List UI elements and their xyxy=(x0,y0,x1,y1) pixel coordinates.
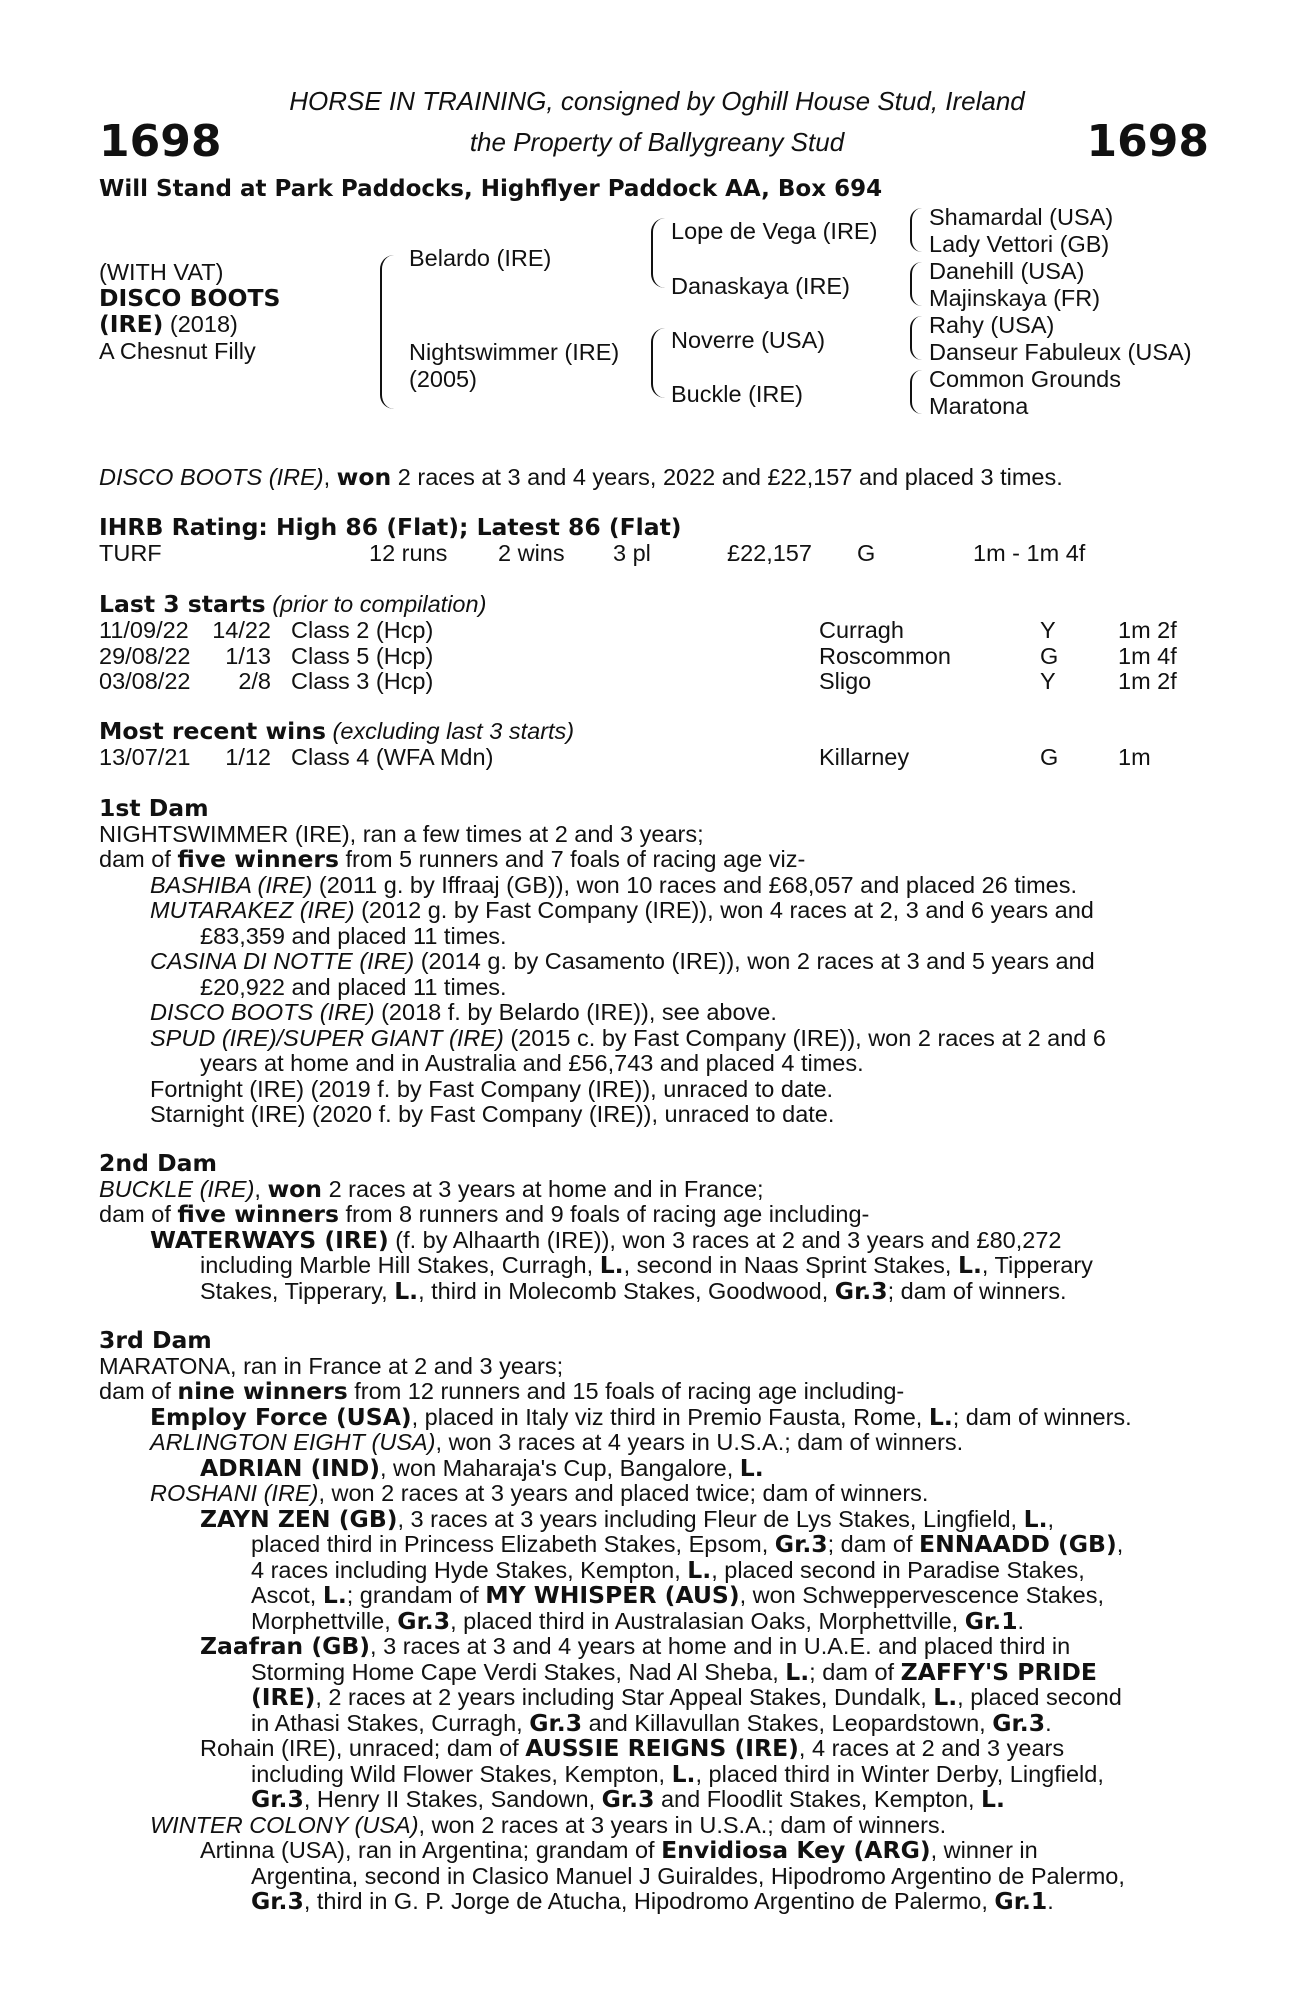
second-dam-title: 2nd Dam xyxy=(99,1149,217,1177)
pedigree-sd: Danaskaya (IRE) xyxy=(671,273,850,299)
pedigree-dsd: Danseur Fabuleux (USA) xyxy=(929,339,1192,365)
first-dam-title: 1st Dam xyxy=(99,794,209,822)
pedigree-ddd: Maratona xyxy=(929,393,1029,419)
rating-distance: 1m - 1m 4f xyxy=(973,540,1086,566)
third-dam-section: 3rd Dam MARATONA, ran in France at 2 and 3 years; dam of nine winners from 12 runners and 15 foals of racing age including- Employ Force (USA), placed in Italy viz third in Premio Fausta, Rome, L.; dam of winners. ARLINGTON EIGHT (USA), won 3 races at 4 years in U.S.A.; dam of winners. ADRIAN (IND), won Maharaja's Cup, Bangalore, L. ROSHANI (IRE), won 2 races at 3 years and placed twice; dam of winners. ZAYN ZEN (GB), 3 races at 3 years including Fleur de Lys Stakes, Lingfield, L., placed third in Princess Elizabeth Stakes, Epsom, Gr.3; dam of ENNAADD (GB), 4 races including Hyde Stakes, Kempton, L., placed second in Paradise Stakes, Ascot, L.; grandam of MY WHISPER (AUS), won Schweppervescence Stakes, Morphettville, Gr.3, placed third in Australasian Oaks, Morphettville, Gr.1. Zaafran (GB), 3 races at 3 and 4 years at home and in U.A.E. and placed third in Storming Home Cape Verdi Stakes, Nad Al Sheba, L.; dam of ZAFFY'S PRIDE (IRE), 2 races at 2 years including Star Appeal Stakes, Dundalk, L., placed second in Athasi Stakes, Curragh, Gr.3 and Killavullan Stakes, Leopardstown, Gr.3. Rohain (IRE), unraced; dam of AUSSIE REIGNS (IRE), 4 races at 2 and 3 years including Wild Flower Stakes, Kempton, L., placed third in Winter Derby, Lingfield, Gr.3, Henry II Stakes, Sandown, Gr.3 and Floodlit Stakes, Kempton, L. WINTER COLONY (USA), won 2 races at 3 years in U.S.A.; dam of winners. Artinna (USA), ran in Argentina; grandam of Envidiosa Key (ARG), winner in Argentina, second in Clasico Manuel J Guiraldes, Hipodromo Argentino de Palermo, Gr.3, third in G. P. Jorge de Atucha, Hipodromo Argentino de Palermo, Gr.1. xyxy=(99,1328,1209,1915)
rating-runs: 12 runs xyxy=(369,540,448,566)
rating-earnings: £22,157 xyxy=(727,540,812,566)
pedigree-dam: Nightswimmer (IRE) xyxy=(409,339,620,365)
second-dam-section: 2nd Dam BUCKLE (IRE), won 2 races at 3 years at home and in France; dam of five winners from 8 runners and 9 foals of racing age including- WATERWAYS (IRE) (f. by Alhaarth (IRE)), won 3 races at 2 and 3 years and £80,272 including Marble Hill Stakes, Curragh, L., second in Naas Sprint Stakes, L., Tipperary Stakes, Tipperary, L., third in Molecomb Stakes, Goodwood, Gr.3; dam of winners. xyxy=(99,1151,1209,1304)
pedigree-bracket-2a xyxy=(651,218,665,288)
pedigree-bracket-3d xyxy=(910,370,922,414)
pedigree-dd: Buckle (IRE) xyxy=(671,381,803,407)
horse-description: A Chesnut Filly xyxy=(99,338,256,364)
lot-number-left: 1698 xyxy=(99,116,222,167)
pedigree-sdd: Majinskaya (FR) xyxy=(929,285,1101,311)
last3-table xyxy=(99,618,1209,695)
last3-row: 11/09/22 14/22 Class 2 (Hcp) Curragh Y 1m 2f xyxy=(99,617,1177,643)
rating-wins: 2 wins xyxy=(498,540,565,566)
third-dam-title: 3rd Dam xyxy=(99,1326,212,1354)
rating-surface: TURF xyxy=(99,540,162,566)
produce-line: MUTARAKEZ (IRE) (2012 g. by Fast Company (IRE)), won 4 races at 2, 3 and 6 years and xyxy=(150,897,1094,923)
recent-wins-table xyxy=(99,745,1209,771)
rating-placed: 3 pl xyxy=(613,540,651,566)
first-dam-section: 1st Dam NIGHTSWIMMER (IRE), ran a few times at 2 and 3 years; dam of five winners from 5 runners and 7 foals of racing age viz- BASHIBA (IRE) (2011 g. by Iffraaj (GB)), won 10 races and £68,057 and placed 26 times. MUTARAKEZ (IRE) (2012 g. by Fast Company (IRE)), won 4 races at 2, 3 and 6 years and £83,359 and placed 11 times. CASINA DI NOTTE (IRE) (2014 g. by Casamento (IRE)), won 2 races at 3 and 5 years and £20,922 and placed 11 times. DISCO BOOTS (IRE) (2018 f. by Belardo (IRE)), see above. SPUD (IRE)/SUPER GIANT (IRE) (2015 c. by Fast Company (IRE)), won 2 races at 2 and 6 years at home and in Australia and £56,743 and placed 4 times. Fortnight (IRE) (2019 f. by Fast Company (IRE)), unraced to date. Starnight (IRE) (2020 f. by Fast Company (IRE)), unraced to date. xyxy=(99,796,1209,1128)
pedigree-dss: Rahy (USA) xyxy=(929,312,1055,338)
last3-row: 03/08/22 2/8 Class 3 (Hcp) Sligo Y 1m 2f xyxy=(99,668,1177,694)
pedigree-ds: Noverre (USA) xyxy=(671,327,826,353)
rating-going: G xyxy=(857,540,876,566)
pedigree-dam-year: (2005) xyxy=(409,366,477,392)
horse-name: DISCO BOOTS xyxy=(99,284,281,312)
pedigree-dds: Common Grounds xyxy=(929,366,1121,392)
produce-line: Fortnight (IRE) (2019 f. by Fast Company (IRE)), unraced to date. xyxy=(150,1075,834,1102)
produce-line: SPUD (IRE)/SUPER GIANT (IRE) (2015 c. by Fast Company (IRE)), won 2 races at 2 and 6 xyxy=(150,1024,1106,1051)
pedigree-sire: Belardo (IRE) xyxy=(409,245,552,271)
stand-location: Will Stand at Park Paddocks, Highflyer Paddock AA, Box 694 xyxy=(99,176,883,202)
vat-note: (WITH VAT) xyxy=(99,259,224,285)
horse-name-country-year: (IRE) (2018) xyxy=(99,310,238,338)
pedigree-sds: Danehill (USA) xyxy=(929,258,1085,284)
pedigree-bracket-1 xyxy=(380,255,396,409)
produce-line: BASHIBA (IRE) (2011 g. by Iffraaj (GB)), won 10 races and £68,057 and placed 26 times. xyxy=(150,871,1077,898)
recent-wins-row: 13/07/21 1/12 Class 4 (WFA Mdn) Killarney G 1m xyxy=(99,744,1151,770)
consignor-line: HORSE IN TRAINING, consigned by Oghill House Stud, Ireland xyxy=(289,86,1025,116)
rating-title: IHRB Rating: High 86 (Flat); Latest 86 (Flat) xyxy=(99,513,682,541)
pedigree-sss: Shamardal (USA) xyxy=(929,204,1114,230)
produce-line: Starnight (IRE) (2020 f. by Fast Company (IRE)), unraced to date. xyxy=(150,1101,835,1127)
pedigree-bracket-3c xyxy=(910,316,922,360)
produce-line: CASINA DI NOTTE (IRE) (2014 g. by Casamento (IRE)), won 2 races at 3 and 5 years and xyxy=(150,948,1095,974)
pedigree-bracket-3a xyxy=(910,208,922,252)
lot-number-right: 1698 xyxy=(1086,116,1209,167)
last3-title: Last 3 starts (prior to compilation) xyxy=(99,590,487,618)
recent-wins-title: Most recent wins (excluding last 3 starts) xyxy=(99,717,575,745)
pedigree-bracket-2b xyxy=(651,328,665,398)
pedigree-bracket-3b xyxy=(910,262,922,306)
rating-row xyxy=(99,541,1209,567)
pedigree-ssd: Lady Vettori (GB) xyxy=(929,231,1110,257)
race-summary: DISCO BOOTS (IRE), won 2 races at 3 and 4 years, 2022 and £22,157 and placed 3 times. xyxy=(99,463,1063,491)
property-line: the Property of Ballygreany Stud xyxy=(469,127,845,157)
pedigree-ss: Lope de Vega (IRE) xyxy=(671,218,878,244)
produce-line: DISCO BOOTS (IRE) (2018 f. by Belardo (IRE)), see above. xyxy=(150,999,777,1025)
last3-row: 29/08/22 1/13 Class 5 (Hcp) Roscommon G 1m 4f xyxy=(99,642,1177,669)
